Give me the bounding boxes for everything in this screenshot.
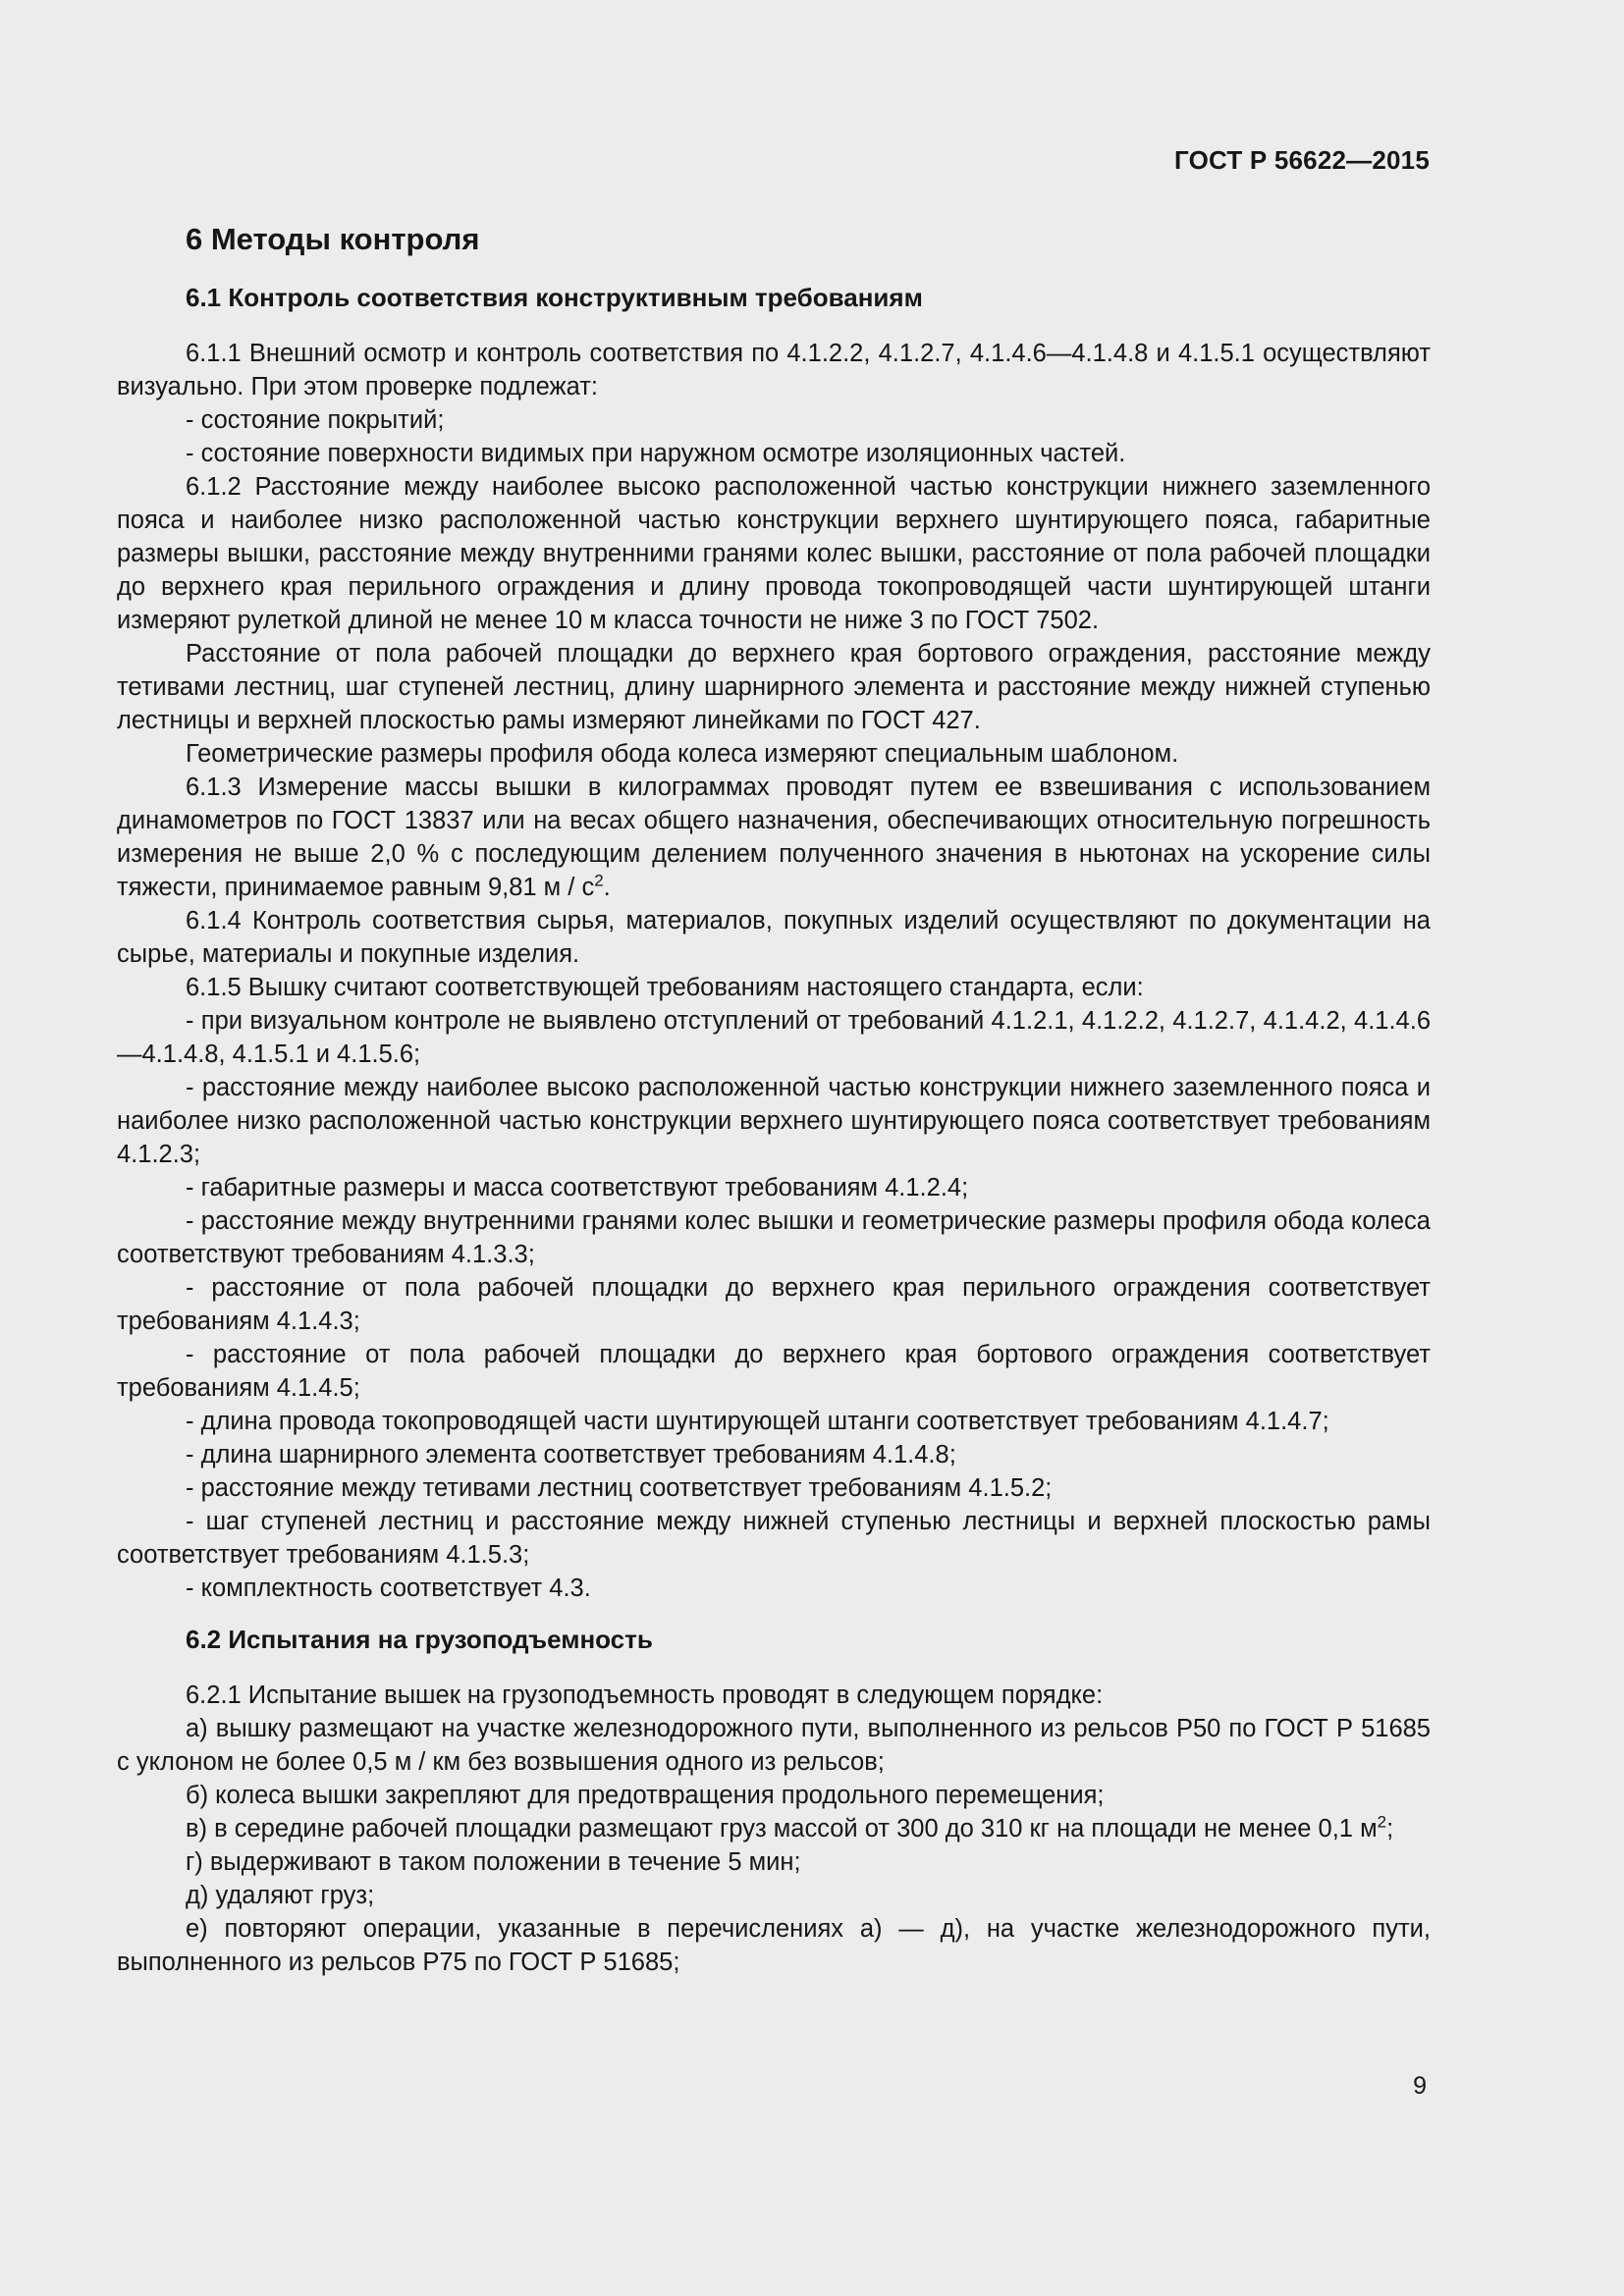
enum-item-v-text: в) в середине рабочей площадки размещают груз массой от 300 до 310 кг на площади не менее 0,1 м — [186, 1815, 1378, 1842]
enum-item-v — [117, 1812, 1431, 1845]
enum-item-v-end: ; — [1386, 1815, 1394, 1842]
paragraph-6-1-4: 6.1.4 Контроль соответствия сырья, материалов, покупных изделий осуществляют по документации на сырье, материалы и покупные изделия. — [117, 907, 1431, 968]
list-item: - длина шарнирного элемента соответствует требованиям 4.1.4.8; — [186, 1441, 956, 1468]
list-item: - расстояние между наиболее высоко расположенной частью конструкции нижнего заземленного пояса и наиболее низко расположенной частью конструкции верхнего шунтирующего пояса соответствует требованиям 4.1.2.3; — [117, 1074, 1431, 1168]
paragraph-6-1-2-b: Расстояние от пола рабочей площадки до верхнего края бортового ограждения, расстояние между тетивами лестниц, шаг ступеней лестниц, длину шарнирного элемента и расстояние между нижней ступенью лестницы и верхней плоскостью рамы измеряют линейками по ГОСТ 427. — [117, 640, 1431, 734]
superscript: 2 — [594, 871, 604, 890]
list-item: - расстояние от пола рабочей площадки до верхнего края перильного ограждения соответствует требованиям 4.1.4.3; — [117, 1274, 1431, 1335]
paragraph-6-1-2-c: Геометрические размеры профиля обода колеса измеряют специальным шаблоном. — [186, 740, 1179, 768]
paragraph-6-1-5: 6.1.5 Вышку считают соответствующей требованиям настоящего стандарта, если: — [186, 974, 1144, 1001]
superscript: 2 — [1377, 1812, 1387, 1832]
subsection-title-6-1: 6.1 Контроль соответствия конструктивным требованиям — [186, 283, 923, 312]
paragraph-6-1-1: 6.1.1 Внешний осмотр и контроль соответствия по 4.1.2.2, 4.1.2.7, 4.1.4.6—4.1.4.8 и 4.1.5.1 осуществляют визуально. При этом проверке подлежат: — [117, 340, 1431, 400]
page-number: 9 — [1413, 2072, 1427, 2100]
list-item: - состояние покрытий; — [186, 406, 445, 434]
list-item: - расстояние между тетивами лестниц соответствует требованиям 4.1.5.2; — [186, 1474, 1053, 1502]
enum-item-e: е) повторяют операции, указанные в перечислениях а) — д), на участке железнодорожного пути, выполненного из рельсов Р75 по ГОСТ Р 51685; — [117, 1915, 1431, 1976]
list-item: - состояние поверхности видимых при наружном осмотре изоляционных частей. — [186, 440, 1126, 467]
paragraph-6-1-3-text: 6.1.3 Измерение массы вышки в килограммах проводят путем ее взвешивания с использованием динамометров по ГОСТ 13837 или на весах общего назначения, обеспечивающих относительную погрешность измерения не выше 2,0 % с последующим делением полученного значения в ньютонах на ускорение силы тяжести, принимаемое равным 9,81 м / с — [117, 774, 1431, 901]
subsection-title-6-2: 6.2 Испытания на грузоподъемность — [186, 1625, 653, 1654]
enum-item-a: а) вышку размещают на участке железнодорожного пути, выполненного из рельсов Р50 по ГОСТ Р 51685 с уклоном не более 0,5 м / км без возвышения одного из рельсов; — [117, 1715, 1431, 1776]
list-item: - комплектность соответствует 4.3. — [186, 1575, 591, 1602]
paragraph-6-1-2: 6.1.2 Расстояние между наиболее высоко расположенной частью конструкции нижнего заземленного пояса и наиболее низко расположенной частью конструкции верхнего шунтирующего пояса, габаритные размеры вышки, расстояние между внутренними гранями колес вышки, расстояние от пола рабочей площадки до верхнего края перильного ограждения и длину провода токопроводящей части шунтирующей штанги измеряют рулеткой длиной не менее 10 м класса точности не ниже 3 по ГОСТ 7502. — [117, 473, 1431, 634]
document-body — [117, 222, 1431, 1979]
enum-item-b: б) колеса вышки закрепляют для предотвращения продольного перемещения; — [186, 1782, 1105, 1809]
list-item: - при визуальном контроле не выявлено отступлений от требований 4.1.2.1, 4.1.2.2, 4.1.2.7, 4.1.4.2, 4.1.4.6—4.1.4.8, 4.1.5.1 и 4.1.5.6; — [117, 1007, 1431, 1068]
list-item: - расстояние от пола рабочей площадки до верхнего края бортового ограждения соответствует требованиям 4.1.4.5; — [117, 1341, 1431, 1402]
paragraph-6-2-1: 6.2.1 Испытание вышек на грузоподъемность проводят в следующем порядке: — [186, 1682, 1104, 1709]
paragraph-end-punct: . — [603, 874, 611, 901]
paragraph-6-1-3 — [117, 771, 1431, 904]
list-item: - расстояние между внутренними гранями колес вышки и геометрические размеры профиля обода колеса соответствуют требованиям 4.1.3.3; — [117, 1207, 1431, 1268]
section-title: 6 Методы контроля — [186, 222, 480, 256]
list-item: - шаг ступеней лестниц и расстояние между нижней ступенью лестницы и верхней плоскостью рамы соответствует требованиям 4.1.5.3; — [117, 1508, 1431, 1569]
document-header: ГОСТ Р 56622—2015 — [1174, 145, 1430, 175]
list-item: - длина провода токопроводящей части шунтирующей штанги соответствует требованиям 4.1.4.7; — [186, 1408, 1329, 1435]
enum-item-d: д) удаляют груз; — [186, 1882, 375, 1909]
list-item: - габаритные размеры и масса соответствуют требованиям 4.1.2.4; — [186, 1174, 969, 1201]
enum-item-g: г) выдерживают в таком положении в течение 5 мин; — [186, 1848, 801, 1876]
